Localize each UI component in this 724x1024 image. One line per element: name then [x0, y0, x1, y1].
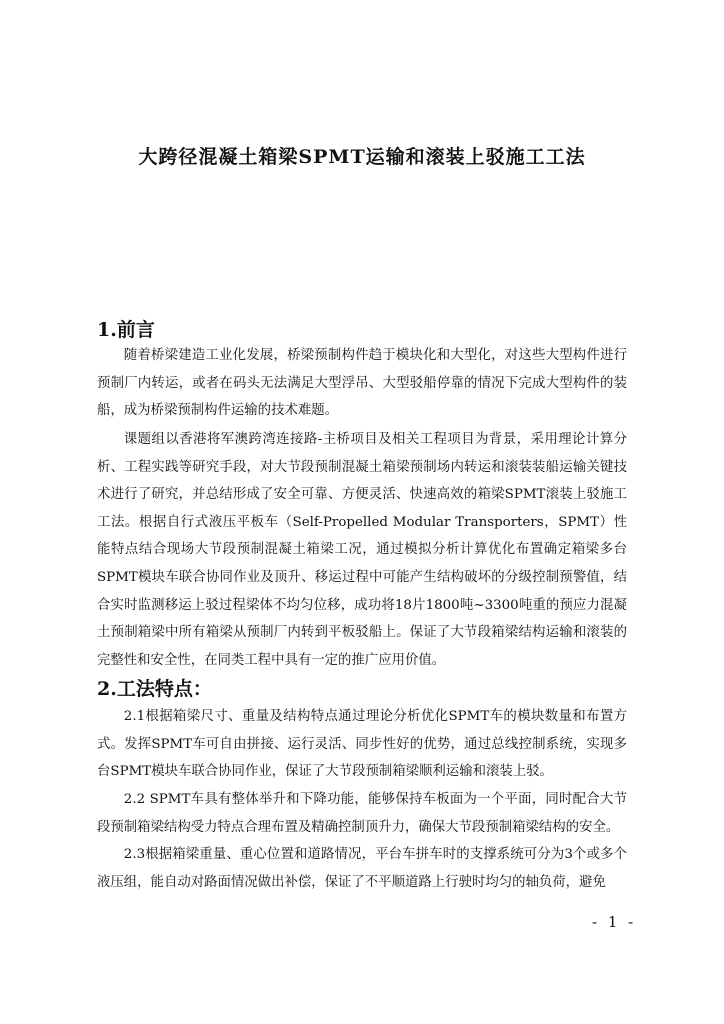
section-heading-preface: 1.前言: [97, 319, 155, 341]
page-number: - 1 -: [592, 913, 637, 931]
paragraph: 随着桥梁建造工业化发展，桥梁预制构件趋于模块化和大型化，对这些大型构件进行预制厂内转运，或者在码头无法满足大型浮吊、大型驳船停靠的情况下完成大型构件的装船，成为桥梁预制构件运输的技术难题。: [97, 348, 627, 419]
paragraph: 课题组以香港将军澳跨湾连接路-主桥项目及相关工程项目为背景，采用理论计算分析、工程实践等研究手段，对大节段预制混凝土箱梁预制场内转运和滚装装船运输关键技术进行了研究，并总结形成了安全可靠、方便灵活、快速高效的箱梁SPMT滚装上驳施工工法。根据自行式液压平板车（Self-Propelled Modular Transporters，SPMT）性能特点结合现场大节段预制混凝土箱梁工况，通过模拟分析计算优化布置确定箱梁多台SPMT模块车联合协同作业及顶升、移运过程中可能产生结构破坏的分级控制预警值，结合实时监测移运上驳过程梁体不均匀位移，成功将18片1800吨~3300吨重的预应力混凝土预制箱梁中所有箱梁从预制厂内转到平板驳船上。保证了大节段箱梁结构运输和滚装的完整性和安全性，在同类工程中具有一定的推广应用价值。: [97, 432, 627, 668]
paragraph: 2.1根据箱梁尺寸、重量及结构特点通过理论分析优化SPMT车的模块数量和布置方式。发挥SPMT车可自由拼接、运行灵活、同步性好的优势，通过总线控制系统，实现多台SPMT模块车联合协同作业，保证了大节段预制箱梁顺利运输和滚装上驳。: [97, 709, 627, 780]
paragraph: 2.3根据箱梁重量、重心位置和道路情况，平台车拼车时的支撑系统可分为3个或多个液压组，能自动对路面情况做出补偿，保证了不平顺道路上行驶时均匀的轴负荷，避免: [97, 847, 627, 890]
paragraph: 2.2 SPMT车具有整体举升和下降功能，能够保持车板面为一个平面，同时配合大节段预制箱梁结构受力特点合理布置及精确控制顶升力，确保大节段预制箱梁结构的安全。: [97, 792, 627, 835]
document-title: 大跨径混凝土箱梁SPMT运输和滚装上驳施工工法: [138, 146, 586, 168]
section-heading-features: 2.工法特点：: [97, 678, 212, 700]
